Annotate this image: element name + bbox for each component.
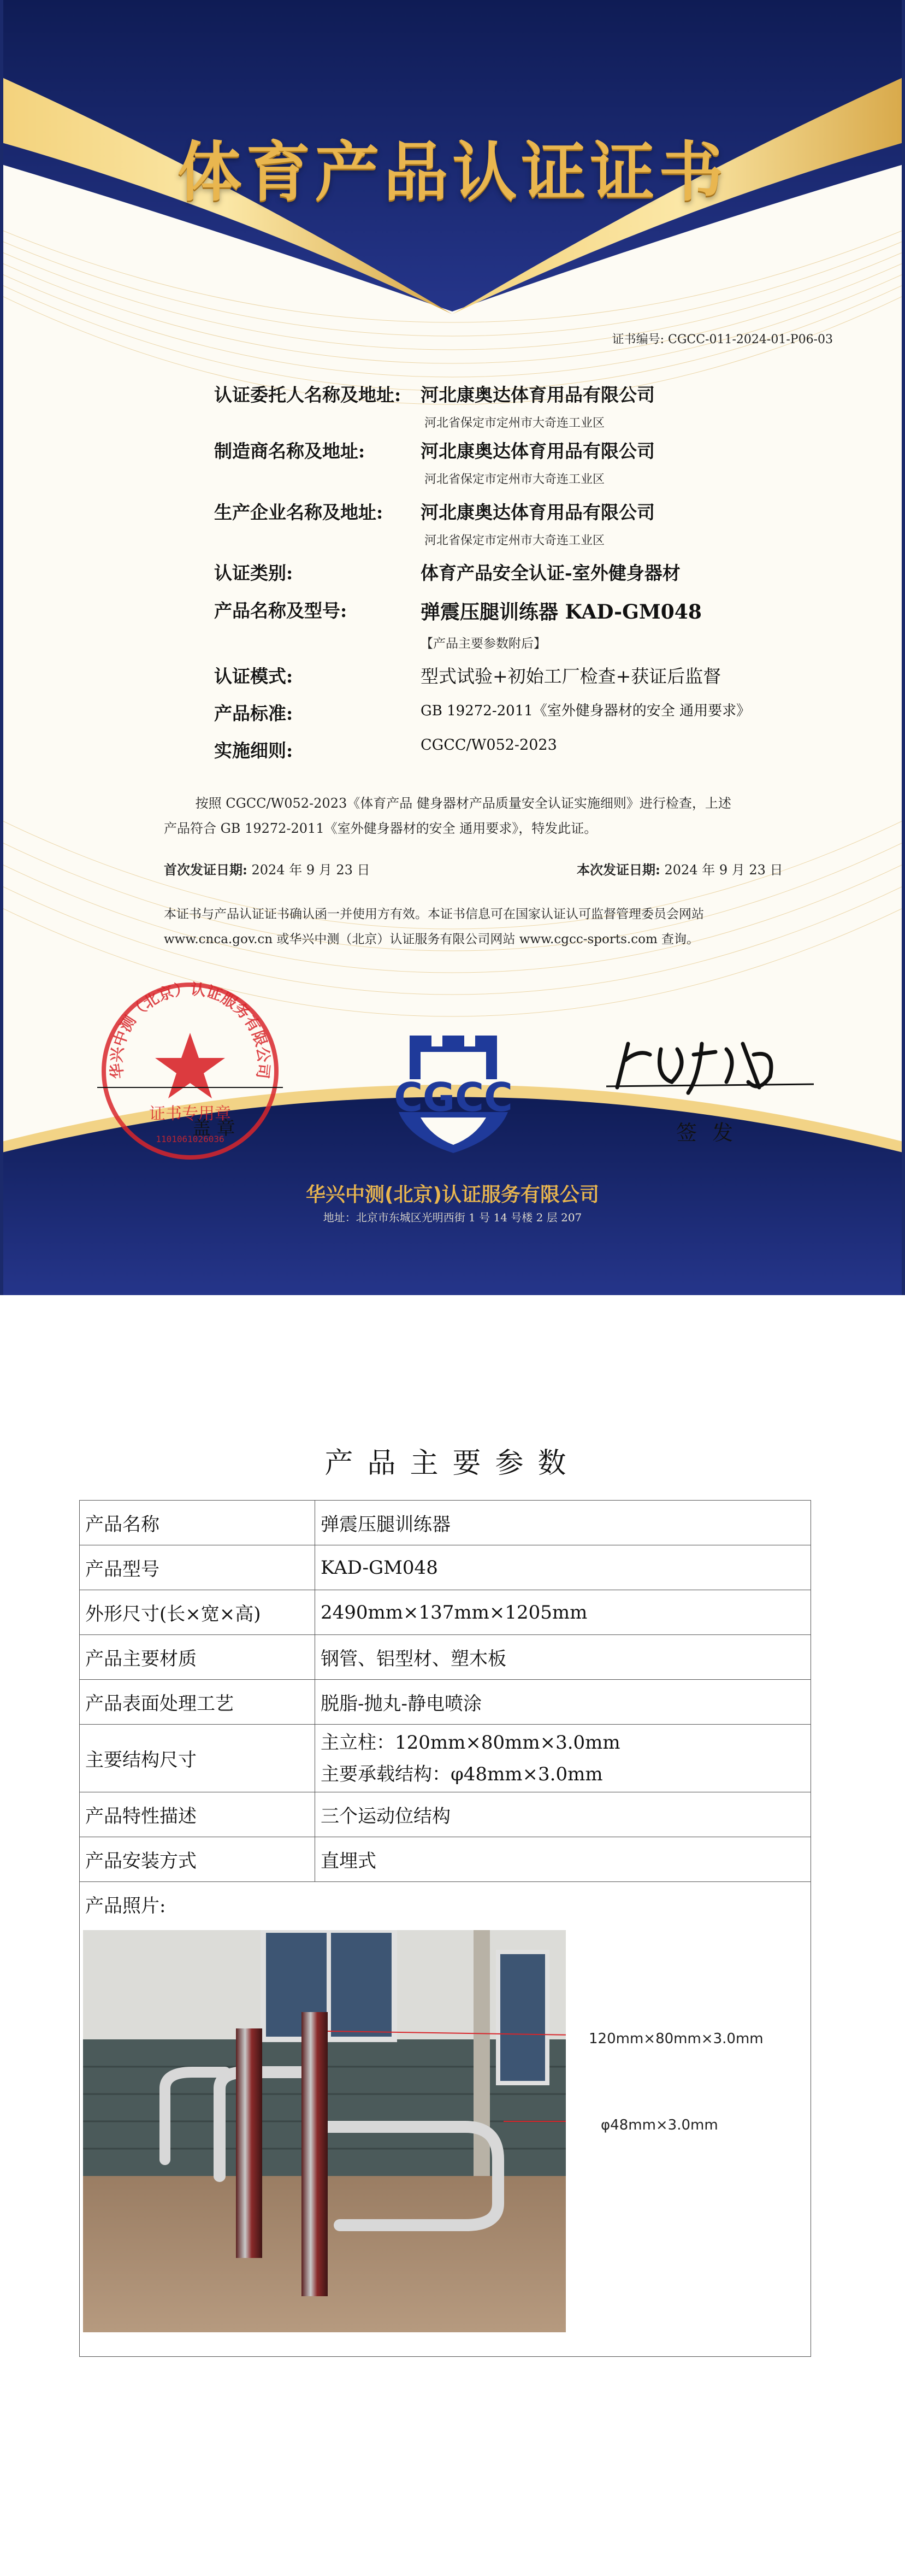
certification-basis-text: 按照 CGCC/W052-2023《体育产品 健身器材产品质量安全认证实施细则》进行检查，上述产品符合 GB 19272-2011《室外健身器材的安全 通用要求》，特发此证。 [164, 796, 731, 836]
first-issue-date [164, 859, 370, 878]
seal-inner-text: 证书专用章 [149, 1104, 231, 1124]
table-row [80, 1501, 811, 1545]
certificate-number: 证书编号: CGCC-011-2024-01-P06-03 [612, 333, 833, 346]
photo-label: 产品照片: [85, 1895, 166, 1917]
product-photo [83, 1930, 566, 2332]
cgcc-logo [377, 1025, 530, 1156]
param-value [315, 1725, 811, 1792]
organization-address: 地址：北京市东城区光明西街 1 号 14 号楼 2 层 207 [323, 1211, 582, 1224]
official-seal [97, 978, 283, 1164]
seal-number: 1101061026036 [156, 1134, 224, 1144]
param-value-line: 主要承载结构：φ48mm×3.0mm [321, 1763, 603, 1785]
param-value-line: 主立柱：120mm×80mm×3.0mm [321, 1731, 620, 1754]
field-label: 产品标准: [214, 703, 293, 724]
table-row [80, 1545, 811, 1590]
field-address: 河北省保定市定州市大奇连工业区 [424, 473, 605, 486]
param-key: 外形尺寸(长×宽×高) [80, 1590, 315, 1635]
table-row [80, 1792, 811, 1837]
field-label: 实施细则: [214, 740, 293, 761]
verification-notice: 本证书与产品认证证书确认函一并使用方有效。本证书信息可在国家认证认可监督管理委员会网站 www.cnca.gov.cn 或华兴中测（北京）认证服务有限公司网站 www.cgcc-sports.com 查询。 [164, 907, 704, 946]
field-value: 河北康奥达体育用品有限公司 [421, 384, 655, 405]
param-value: 直埋式 [315, 1837, 811, 1882]
field-value: GB 19272-2011《室外健身器材的安全 通用要求》 [421, 703, 751, 719]
param-value: 钢管、铝型材、塑木板 [315, 1635, 811, 1680]
table-row [80, 1680, 811, 1725]
field-label: 制造商名称及地址: [214, 440, 365, 462]
signature [595, 1027, 825, 1104]
param-key: 产品名称 [80, 1501, 315, 1545]
param-key: 主要结构尺寸 [80, 1725, 315, 1792]
param-value: KAD-GM048 [315, 1545, 811, 1590]
param-key: 产品表面处理工艺 [80, 1680, 315, 1725]
param-value: 三个运动位结构 [315, 1792, 811, 1837]
field-label: 生产企业名称及地址: [214, 502, 383, 523]
table-row [80, 1725, 811, 1792]
param-value: 弹震压腿训练器 [315, 1501, 811, 1545]
seal-ring-text: 华兴中测（北京）认证服务有限公司 [107, 980, 273, 1080]
field-label: 认证类别: [214, 562, 293, 584]
cgcc-logo-text: CGCC [394, 1074, 513, 1120]
seal-caption: 盖 章 [192, 1118, 235, 1139]
first-issue-value: 2024 年 9 月 23 日 [251, 862, 370, 878]
annotation-tube-size: φ48mm×3.0mm [601, 2117, 718, 2133]
table-row [80, 1635, 811, 1680]
param-key: 产品型号 [80, 1545, 315, 1590]
param-key: 产品特性描述 [80, 1792, 315, 1837]
param-value: 脱脂-抛丸-静电喷涂 [315, 1680, 811, 1725]
field-label: 产品名称及型号: [214, 600, 347, 621]
first-issue-label: 首次发证日期: [164, 862, 247, 878]
annotation-column-size: 120mm×80mm×3.0mm [589, 2031, 764, 2047]
field-label: 认证模式: [214, 666, 293, 687]
field-value: 型式试验+初始工厂检查+获证后监督 [421, 666, 721, 687]
field-value: 弹震压腿训练器 KAD-GM048 [421, 601, 702, 624]
field-address: 河北省保定市定州市大奇连工业区 [424, 416, 605, 430]
field-address: 河北省保定市定州市大奇连工业区 [424, 534, 605, 548]
table-row [80, 1837, 811, 1882]
field-value: 河北康奥达体育用品有限公司 [421, 502, 655, 523]
params-title: 产品主要参数 [324, 1447, 581, 1480]
this-issue-date [577, 859, 783, 878]
param-key: 产品主要材质 [80, 1635, 315, 1680]
issuing-organization: 华兴中测(北京)认证服务有限公司 [306, 1184, 599, 1206]
param-value: 2490mm×137mm×1205mm [315, 1590, 811, 1635]
certificate-title: 体育产品认证证书 [177, 134, 728, 210]
field-value: 河北康奥达体育用品有限公司 [421, 440, 655, 462]
param-key: 产品安装方式 [80, 1837, 315, 1882]
field-value: 体育产品安全认证-室外健身器材 [421, 562, 681, 584]
field-label: 认证委托人名称及地址: [214, 384, 401, 405]
signature-caption: 签 发 [676, 1121, 738, 1145]
table-row [80, 1590, 811, 1635]
params-attached-note: 【产品主要参数附后】 [421, 637, 546, 651]
this-issue-label: 本次发证日期: [577, 862, 660, 878]
this-issue-value: 2024 年 9 月 23 日 [664, 862, 783, 878]
field-value: CGCC/W052-2023 [421, 737, 557, 754]
